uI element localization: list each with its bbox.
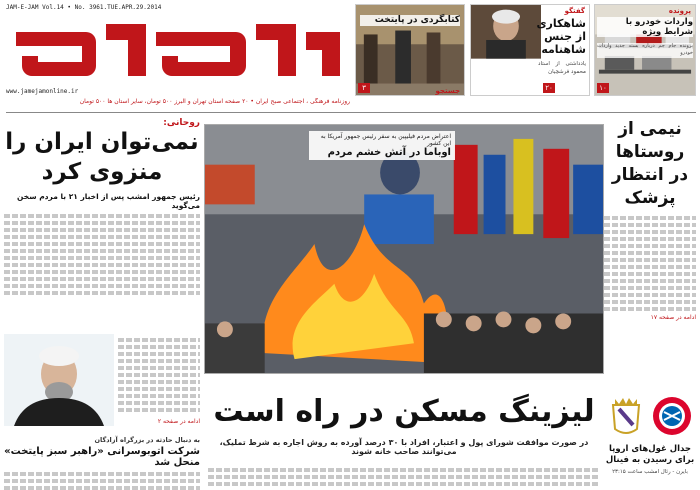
leasing-body-text: [208, 468, 600, 489]
photo-caption-top: اعتراض مردم فیلیپین به سفر رئیس جمهور آمریکا به این کشور: [320, 133, 451, 147]
lead-kicker: روحانی:: [163, 118, 200, 128]
lead-headline[interactable]: نمی‌توان ایران را منزوی کرد: [5, 129, 199, 185]
teaser-books[interactable]: [355, 4, 465, 96]
bus-story[interactable]: [4, 436, 200, 490]
sports-headline: جدال غول‌های اروپا برای رسیدن به فینال: [605, 444, 695, 466]
lead-subheadline: رئیس جمهور امشب پس از اخبار ۲۱ با مردم سخن می‌گوید: [17, 191, 200, 210]
leasing-headline[interactable]: لیزینگ مسکن در راه است: [213, 394, 595, 429]
bus-headline: شرکت اتوبوسرانی «راهبر سبز پایتخت» منحل شد: [4, 446, 200, 468]
jamejam-logo: [10, 14, 346, 84]
teaser-cars-detail: پرونده جام جم درباره بسته جدید واردات خودرو: [597, 43, 693, 57]
teaser-shahnameh-headline: شاهکاری از جنس شاهنامه: [536, 17, 586, 57]
price-line: روزنامه فرهنگی ، اجتماعی صبح ایران • ۲۰ صفحه استان تهران و البرز ۵۰۰ تومان، سایر استان ها ۵۰۰ تومان: [79, 98, 350, 105]
bus-kicker: به دنبال حادثه در بزرگراه آزادگان: [94, 436, 200, 444]
teaser-books-label: جستجو: [435, 87, 460, 95]
club-logos: [604, 390, 696, 442]
real-madrid-logo: [609, 395, 643, 437]
leasing-subheadline: در صورت موافقت شورای پول و اعتبار، افراد با ۳۰ درصد آورده به روش اجاره به شرط تملیک، می‌توانند صاحب خانه شوند: [219, 438, 589, 456]
protest-fire-photo: [205, 125, 603, 373]
teaser-cars-label: پرونده: [668, 7, 691, 15]
center-column: [204, 118, 604, 490]
teaser-cars-page: ۱۰: [597, 83, 609, 93]
right-headline[interactable]: نیمی از روستاها در انتظار پزشک: [611, 119, 689, 208]
teaser-shahnameh-page: ۲۰: [543, 83, 555, 93]
photo-caption: [309, 131, 455, 160]
bayern-munich-logo: [652, 396, 692, 436]
bus-body-text: [4, 472, 200, 490]
right-body-text: [604, 216, 696, 311]
teaser-books-headline: کتابگردی در پایتخت: [360, 15, 460, 26]
teaser-shahnameh[interactable]: [470, 4, 590, 96]
photo-caption-headline: اوباما در آتش خشم مردم: [327, 147, 451, 158]
teaser-shahnameh-label: گفتگو: [564, 7, 585, 15]
portrait-photo: [471, 5, 541, 59]
rouhani-photo: [4, 334, 114, 426]
right-continued[interactable]: ادامه در صفحه ۱۷: [650, 313, 696, 321]
sports-meta: بایرن - رئال امشب ساعت ۲۳:۱۵: [612, 468, 688, 475]
sports-story[interactable]: [604, 390, 696, 475]
left-column: [4, 118, 200, 490]
right-column: [604, 118, 696, 490]
masthead-rule: [6, 112, 696, 113]
lead-body-text: [4, 214, 200, 295]
lead-continued[interactable]: ادامه در صفحه ۲: [157, 418, 200, 425]
main-photo[interactable]: [204, 124, 604, 374]
website-address: www.jamejamonline.ir: [6, 88, 79, 95]
lead-body-text-2: [118, 338, 200, 415]
teaser-cars[interactable]: [594, 4, 696, 96]
teaser-shahnameh-detail: یادداشتی از استاد محمود فرشچیان: [538, 61, 586, 75]
teaser-cars-headline: واردات خودرو با شرایط ویژه: [597, 17, 693, 37]
masthead: [6, 2, 350, 105]
teaser-books-page: ۳: [358, 83, 370, 93]
masthead-english-line: JAM-E-JAM Vol.14 • No. 3961.TUE.APR.29.2014: [6, 4, 162, 11]
